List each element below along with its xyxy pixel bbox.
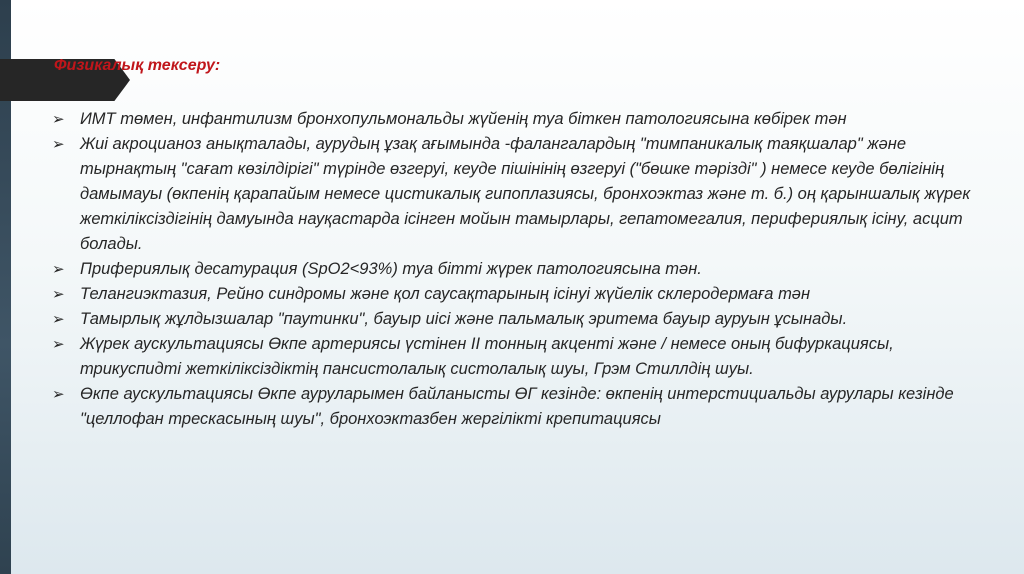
list-item-text: Жиі акроцианоз анықталады, аурудың ұзақ ағымында -фалангалардың "тимпаникалық таяқшалар" және тырнақтың "сағат көзілдірігі" түрінде өзгеруі, кеуде пішінінің өзгеруі ("бөшке тәрізді" ) немесе кеуде бөлігінің дамымауы (өкпенің қарапайым немесе цистикалық гипоплазиясы, бронхоэктаз және т. б.) оң қарыншалық жүрек жеткіліксіздігінің дамуында науқастарда ісінген мойын тамырлары, гепатомегалия, перифериялық ісіну, асцит болады. xyxy=(80,135,971,253)
list-item xyxy=(52,332,987,382)
list-item-text: Телангиэктазия, Рейно синдромы және қол саусақтарының ісінуі жүйелік склеродермаға тән xyxy=(80,285,811,303)
arrow-bullet-icon: ➢ xyxy=(52,286,65,303)
list-item xyxy=(52,382,987,432)
list-item-text: Тамырлық жұлдызшалар "паутинки", бауыр иісі және пальмалық эритема бауыр ауруын ұсынады. xyxy=(80,310,848,328)
list-item xyxy=(52,307,987,332)
arrow-bullet-icon: ➢ xyxy=(52,336,65,353)
list-item-text: Прифериялық десатурация (SpO2<93%) туа бітті жүрек патологиясына тән. xyxy=(80,260,702,278)
slide-title: Физикалық тексеру: xyxy=(54,57,221,74)
arrow-bullet-icon: ➢ xyxy=(52,136,65,153)
list-item xyxy=(52,257,987,282)
arrow-bullet-icon: ➢ xyxy=(52,386,65,403)
bullet-list xyxy=(52,107,987,432)
arrow-bullet-icon: ➢ xyxy=(52,261,65,278)
arrow-bullet-icon: ➢ xyxy=(52,111,65,128)
list-item xyxy=(52,107,987,132)
list-item xyxy=(52,132,987,257)
list-item-text: Жүрек аускультациясы Өкпе артериясы үстінен II тонның акценті және / немесе оның бифуркациясы, трикуспидті жеткіліксіздіктің пансистолалық систолалық шуы, Грэм Стиллдің шуы. xyxy=(80,335,894,378)
list-item-text: ИМТ төмен, инфантилизм бронхопульмональды жүйенің туа біткен патологиясына көбірек тән xyxy=(80,110,847,128)
arrow-bullet-icon: ➢ xyxy=(52,311,65,328)
list-item-text: Өкпе аускультациясы Өкпе ауруларымен байланысты ӨГ кезінде: өкпенің интерстициальды аурулары кезінде "целлофан трескасының шуы", бронхоэктазбен жергілікті крепитациясы xyxy=(80,385,954,428)
list-item xyxy=(52,282,987,307)
